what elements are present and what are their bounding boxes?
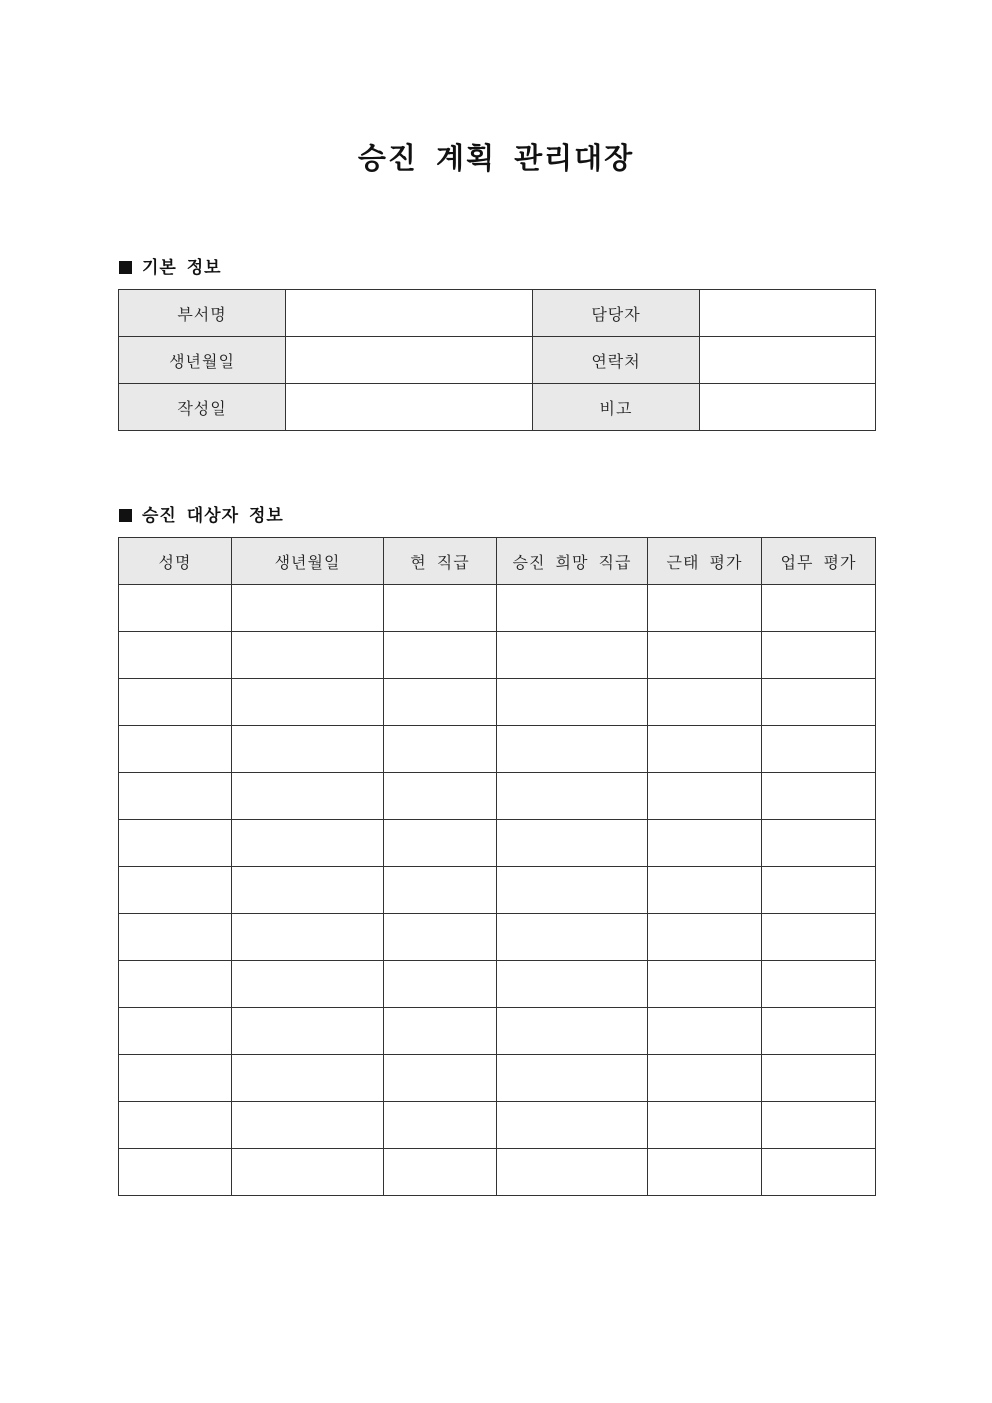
name-cell[interactable]	[119, 867, 232, 914]
column-header-performance-rating: 업무 평가	[762, 538, 876, 585]
desired-rank-cell[interactable]	[497, 585, 648, 632]
square-bullet-icon	[119, 261, 132, 274]
attendance-rating-cell[interactable]	[648, 632, 762, 679]
column-header-current-rank: 현 직급	[384, 538, 497, 585]
performance-rating-cell[interactable]	[762, 820, 876, 867]
performance-rating-cell[interactable]	[762, 867, 876, 914]
attendance-rating-cell[interactable]	[648, 1055, 762, 1102]
column-header-desired-rank: 승진 희망 직급	[497, 538, 648, 585]
desired-rank-cell[interactable]	[497, 1102, 648, 1149]
birthdate-cell[interactable]	[232, 632, 384, 679]
performance-rating-cell[interactable]	[762, 726, 876, 773]
label-manager: 담당자	[533, 290, 700, 337]
desired-rank-cell[interactable]	[497, 632, 648, 679]
table-header-row	[119, 538, 876, 585]
name-cell[interactable]	[119, 1102, 232, 1149]
current-rank-cell[interactable]	[384, 632, 497, 679]
birthdate-cell[interactable]	[232, 914, 384, 961]
label-remarks: 비고	[533, 384, 700, 431]
attendance-rating-cell[interactable]	[648, 820, 762, 867]
current-rank-cell[interactable]	[384, 1008, 497, 1055]
name-cell[interactable]	[119, 1008, 232, 1055]
table-row	[119, 384, 876, 431]
desired-rank-cell[interactable]	[497, 961, 648, 1008]
birthdate-cell[interactable]	[232, 726, 384, 773]
current-rank-cell[interactable]	[384, 679, 497, 726]
attendance-rating-cell[interactable]	[648, 914, 762, 961]
section-heading-target-info-label: 승진 대상자 정보	[142, 506, 284, 526]
table-row	[119, 679, 876, 726]
performance-rating-cell[interactable]	[762, 632, 876, 679]
performance-rating-cell[interactable]	[762, 1149, 876, 1196]
birthdate-cell[interactable]	[232, 679, 384, 726]
created-date-field[interactable]	[286, 384, 533, 431]
current-rank-cell[interactable]	[384, 1055, 497, 1102]
current-rank-cell[interactable]	[384, 1149, 497, 1196]
table-row	[119, 914, 876, 961]
name-cell[interactable]	[119, 1055, 232, 1102]
performance-rating-cell[interactable]	[762, 773, 876, 820]
table-row	[119, 585, 876, 632]
attendance-rating-cell[interactable]	[648, 1149, 762, 1196]
table-row	[119, 820, 876, 867]
current-rank-cell[interactable]	[384, 914, 497, 961]
current-rank-cell[interactable]	[384, 1102, 497, 1149]
desired-rank-cell[interactable]	[497, 1055, 648, 1102]
column-header-birthdate: 생년월일	[232, 538, 384, 585]
attendance-rating-cell[interactable]	[648, 585, 762, 632]
desired-rank-cell[interactable]	[497, 820, 648, 867]
name-cell[interactable]	[119, 773, 232, 820]
promotion-target-table-body	[119, 585, 876, 1196]
table-row	[119, 773, 876, 820]
table-row	[119, 1055, 876, 1102]
table-row	[119, 867, 876, 914]
basic-info-table	[118, 289, 876, 431]
square-bullet-icon	[119, 509, 132, 522]
performance-rating-cell[interactable]	[762, 679, 876, 726]
table-row	[119, 290, 876, 337]
desired-rank-cell[interactable]	[497, 726, 648, 773]
label-contact: 연락처	[533, 337, 700, 384]
birthdate-cell[interactable]	[232, 773, 384, 820]
current-rank-cell[interactable]	[384, 820, 497, 867]
promotion-target-table	[118, 537, 876, 1196]
section-heading-basic-info-label: 기본 정보	[142, 258, 222, 278]
table-row	[119, 1102, 876, 1149]
name-cell[interactable]	[119, 961, 232, 1008]
name-cell[interactable]	[119, 726, 232, 773]
department-field[interactable]	[286, 290, 533, 337]
label-department: 부서명	[119, 290, 286, 337]
birthdate-cell[interactable]	[232, 585, 384, 632]
table-row	[119, 726, 876, 773]
birthdate-cell[interactable]	[232, 961, 384, 1008]
document-title: 승진 계획 관리대장	[357, 141, 635, 175]
current-rank-cell[interactable]	[384, 773, 497, 820]
contact-field[interactable]	[700, 337, 876, 384]
attendance-rating-cell[interactable]	[648, 773, 762, 820]
desired-rank-cell[interactable]	[497, 1008, 648, 1055]
performance-rating-cell[interactable]	[762, 1055, 876, 1102]
birthdate-field[interactable]	[286, 337, 533, 384]
table-row	[119, 961, 876, 1008]
name-cell[interactable]	[119, 1149, 232, 1196]
remarks-field[interactable]	[700, 384, 876, 431]
manager-field[interactable]	[700, 290, 876, 337]
name-cell[interactable]	[119, 585, 232, 632]
performance-rating-cell[interactable]	[762, 585, 876, 632]
birthdate-cell[interactable]	[232, 820, 384, 867]
table-row	[119, 337, 876, 384]
table-row	[119, 1149, 876, 1196]
label-created-date: 작성일	[119, 384, 286, 431]
label-birthdate: 생년월일	[119, 337, 286, 384]
attendance-rating-cell[interactable]	[648, 961, 762, 1008]
attendance-rating-cell[interactable]	[648, 1008, 762, 1055]
attendance-rating-cell[interactable]	[648, 867, 762, 914]
attendance-rating-cell[interactable]	[648, 679, 762, 726]
desired-rank-cell[interactable]	[497, 914, 648, 961]
performance-rating-cell[interactable]	[762, 1008, 876, 1055]
birthdate-cell[interactable]	[232, 1008, 384, 1055]
performance-rating-cell[interactable]	[762, 1102, 876, 1149]
column-header-name: 성명	[119, 538, 232, 585]
attendance-rating-cell[interactable]	[648, 1102, 762, 1149]
section-heading-target-info	[119, 501, 284, 526]
section-heading-basic-info	[119, 253, 222, 278]
attendance-rating-cell[interactable]	[648, 726, 762, 773]
desired-rank-cell[interactable]	[497, 679, 648, 726]
name-cell[interactable]	[119, 820, 232, 867]
name-cell[interactable]	[119, 632, 232, 679]
name-cell[interactable]	[119, 914, 232, 961]
current-rank-cell[interactable]	[384, 867, 497, 914]
birthdate-cell[interactable]	[232, 1055, 384, 1102]
table-row	[119, 1008, 876, 1055]
current-rank-cell[interactable]	[384, 961, 497, 1008]
birthdate-cell[interactable]	[232, 1149, 384, 1196]
desired-rank-cell[interactable]	[497, 773, 648, 820]
performance-rating-cell[interactable]	[762, 961, 876, 1008]
desired-rank-cell[interactable]	[497, 1149, 648, 1196]
name-cell[interactable]	[119, 679, 232, 726]
table-row	[119, 632, 876, 679]
birthdate-cell[interactable]	[232, 867, 384, 914]
column-header-attendance-rating: 근태 평가	[648, 538, 762, 585]
current-rank-cell[interactable]	[384, 726, 497, 773]
performance-rating-cell[interactable]	[762, 914, 876, 961]
desired-rank-cell[interactable]	[497, 867, 648, 914]
current-rank-cell[interactable]	[384, 585, 497, 632]
birthdate-cell[interactable]	[232, 1102, 384, 1149]
